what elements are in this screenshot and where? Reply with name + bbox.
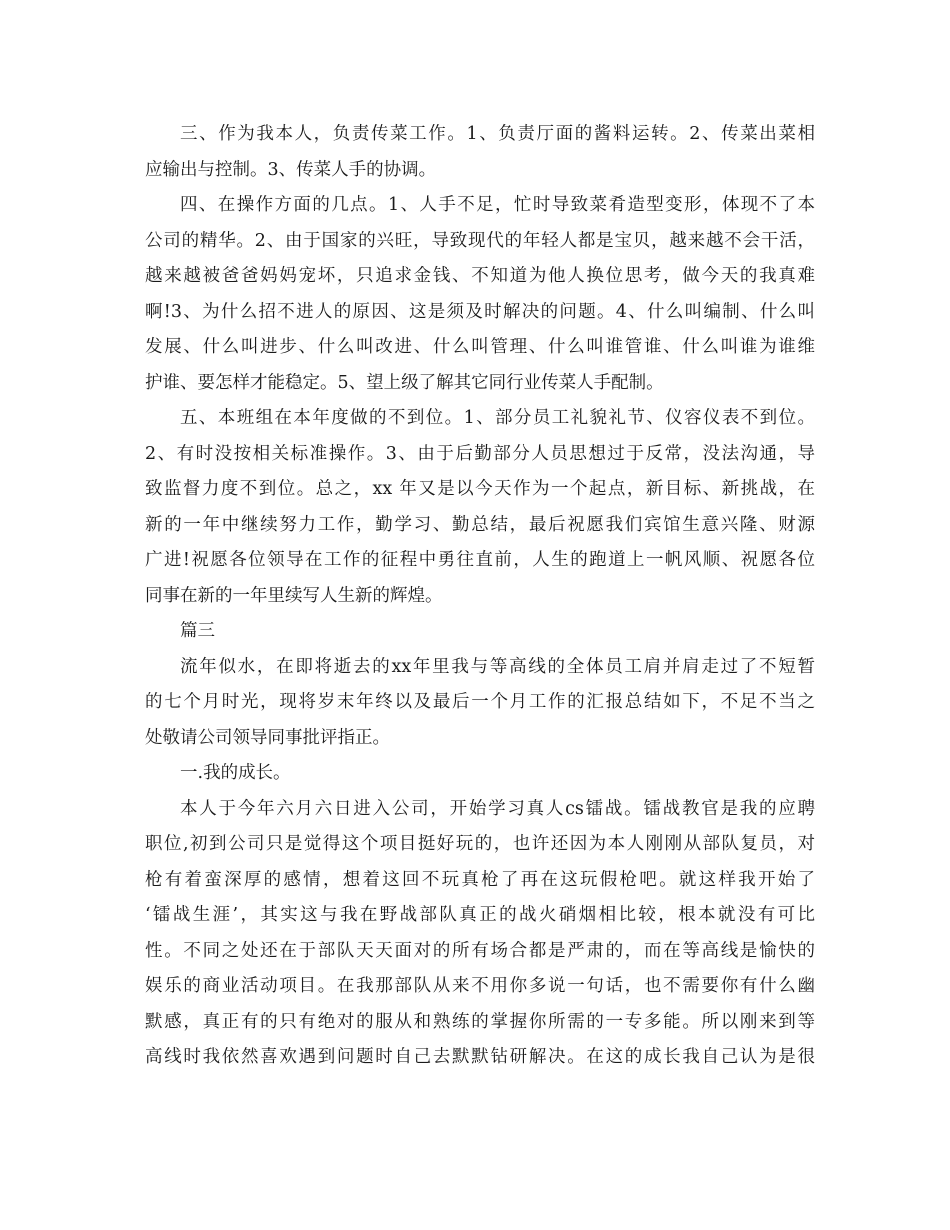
text-line: 广进!祝愿各位领导在工作的征程中勇往直前，人生的跑道上一帆风顺、祝愿各位 (145, 550, 815, 570)
text-line: 的七个月时光，现将岁末年终以及最后一个月工作的汇报总结如下，不足不当之 (145, 692, 815, 712)
text-line: 默感，真正有的只有绝对的服从和熟练的掌握你所需的一专多能。所以刚来到等 (145, 1011, 815, 1032)
paragraph-first-line: 一.我的成长。 (180, 763, 291, 783)
text-line: 同事在新的一年里续写人生新的辉煌。 (145, 585, 443, 606)
text-line: 2、有时没按相关标准操作。3、由于后勤部分人员思想过于反常，没法沟通，导 (145, 443, 815, 464)
text-line: 职位,初到公司只是觉得这个项目挺好玩的，也许还因为本人刚刚从部队复员，对 (145, 834, 815, 854)
paragraph-first-line: 流年似水，在即将逝去的xx年里我与等高线的全体员工肩并肩走过了不短暂 (180, 656, 815, 677)
text-line: 致监督力度不到位。总之，xx 年又是以今天作为一个起点，新目标、新挑战，在 (145, 479, 815, 499)
paragraph-first-line: 四、在操作方面的几点。1、人手不足，忙时导致菜肴造型变形，体现不了本 (180, 195, 815, 215)
text-line: 公司的精华。2、由于国家的兴旺，导致现代的年轻人都是宝贝，越来越不会干活， (145, 230, 815, 251)
text-line: 性。不同之处还在于部队天天面对的所有场合都是严肃的，而在等高线是愉快的 (145, 940, 815, 961)
text-line: 新的一年中继续努力工作，勤学习、勤总结，最后祝愿我们宾馆生意兴隆、财源 (145, 514, 815, 535)
paragraph-first-line: 三、作为我本人，负责传菜工作。1、负责厅面的酱料运转。2、传菜出菜相 (180, 124, 815, 144)
text-line: 越来越被爸爸妈妈宠坏，只追求金钱、不知道为他人换位思考，做今天的我真难 (145, 266, 815, 286)
text-line: 护谁、要怎样才能稳定。5、望上级了解其它同行业传菜人手配制。 (145, 372, 664, 393)
text-line: 娱乐的商业活动项目。在我那部队从来不用你多说一句话，也不需要你有什么幽 (145, 976, 815, 996)
paragraph-first-line: 篇三 (180, 621, 215, 641)
document-body (145, 117, 815, 1076)
paragraph-first-line: 本人于今年六月六日进入公司，开始学习真人cs镭战。镭战教官是我的应聘 (180, 798, 815, 819)
text-line: 枪有着蛮深厚的感情，想着这回不玩真枪了再在这玩假枪吧。就这样我开始了 (145, 869, 815, 890)
text-line: 高线时我依然喜欢遇到问题时自己去默默钻研解决。在这的成长我自己认为是很 (145, 1047, 815, 1067)
text-line: 应输出与控制。3、传菜人手的协调。 (145, 159, 437, 180)
text-line: 发展、什么叫进步、什么叫改进、什么叫管理、什么叫谁管谁、什么叫谁为谁维 (145, 337, 815, 357)
text-line: 啊!3、为什么招不进人的原因、这是须及时解决的问题。4、什么叫编制、什么叫 (145, 301, 815, 322)
text-line: ‘镭战生涯’，其实这与我在野战部队真正的战火硝烟相比较，根本就没有可比 (145, 905, 815, 925)
paragraph-first-line: 五、本班组在本年度做的不到位。1、部分员工礼貌礼节、仪容仪表不到位。 (180, 408, 815, 428)
text-line: 处敬请公司领导同事批评指正。 (145, 727, 390, 748)
